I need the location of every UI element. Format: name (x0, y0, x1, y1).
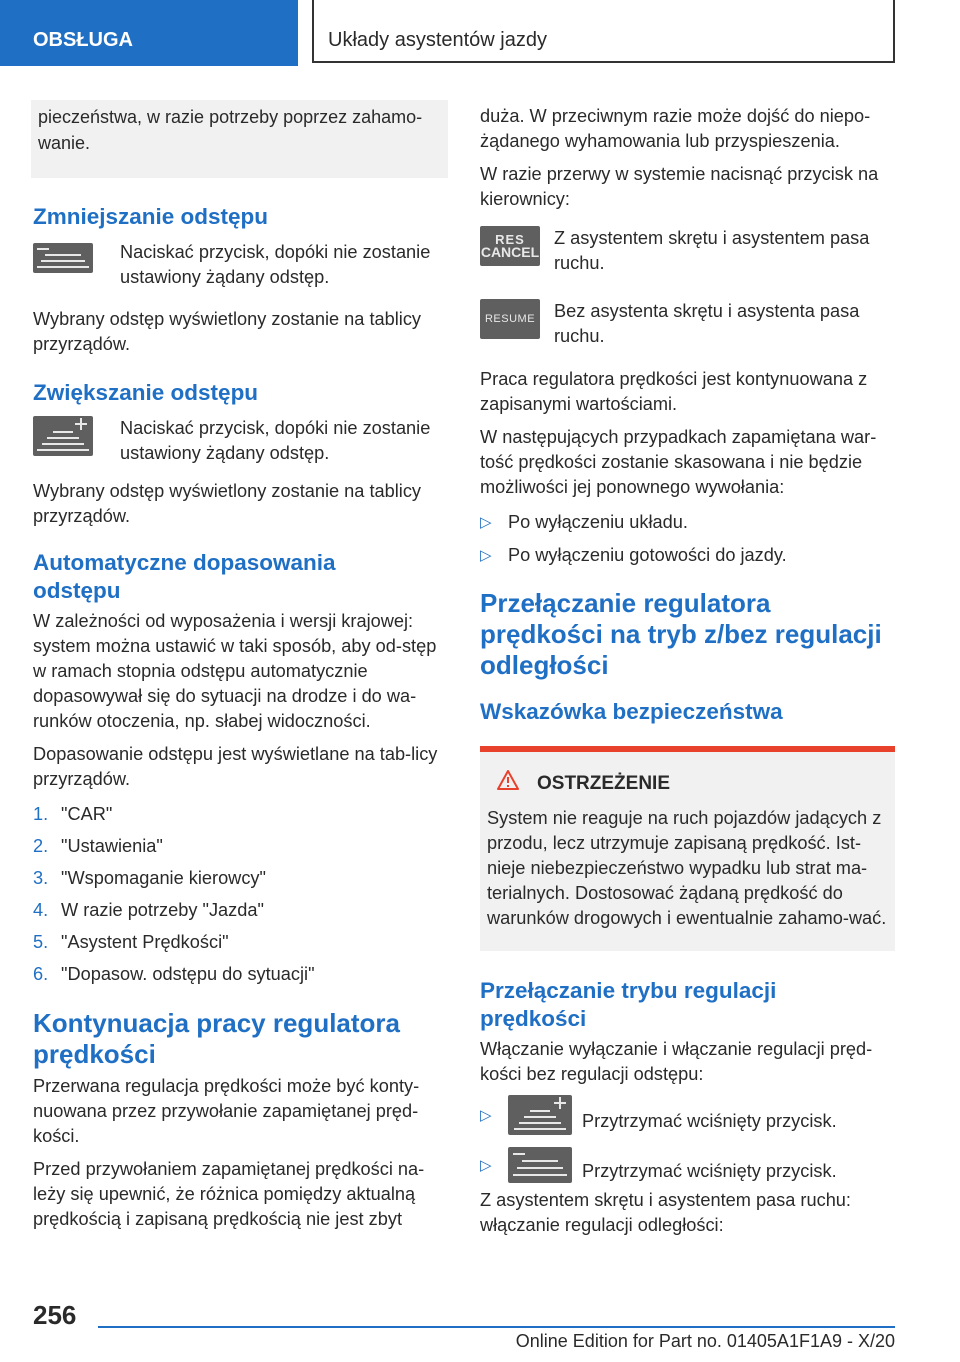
increase-instruction: Naciskać przycisk, dopóki nie zostanie ustawiony żądany odstęp. (120, 418, 431, 463)
page-header (0, 0, 960, 66)
right-column (480, 104, 895, 1238)
left-column (33, 100, 448, 1232)
decrease-instruction-row (33, 240, 448, 290)
right-p3: Praca regulatora prędkości jest kontynuowana z zapisanymi wartościami. (480, 369, 868, 414)
warning-header (497, 770, 887, 797)
list-item: 5. "Asystent Prędkości" (33, 932, 229, 952)
distance-decrease-icon (33, 243, 93, 273)
decrease-distance-heading: Zmniejszanie odstępu (33, 204, 269, 229)
intro-box (31, 100, 448, 178)
continue-cruise-heading: Kontynuacja pracy regulatora prędkości (33, 1008, 400, 1069)
mode-switch-heading: Przełączanie trybu regulacji prędkości (480, 978, 777, 1031)
list-item: ▷ Po wyłączeniu układu. (480, 510, 895, 535)
res-cancel-row (480, 226, 895, 276)
increase-note: Wybrany odstęp wyświetlony zostanie na tablicy przyrządów. (33, 481, 422, 526)
bullet-triangle-icon: ▷ (480, 1107, 492, 1124)
res-cancel-icon: RES CANCEL (480, 226, 540, 266)
increase-distance-heading: Zwiększanie odstępu (33, 380, 259, 405)
list-item: 1. "CAR" (33, 804, 113, 824)
warning-label: OSTRZEŻENIE (537, 772, 671, 794)
list-item: 2. "Ustawienia" (33, 836, 163, 856)
warning-text: System nie reaguje na ruch pojazdów jadących z przodu, lecz utrzymuje zapisaną prędkość. Ist-nieje niebezpieczeństwo wypadku lub strat ma-terialnych. Dostosować żądaną prędkość do warunków drogowych i ewentualnie zahamo-wać. (487, 808, 887, 928)
list-item: 3. "Wspomaganie kierowcy" (33, 868, 266, 888)
res-cancel-text: Z asystentem skrętu i asystentem pasa ruchu. (554, 228, 870, 273)
bullet-triangle-icon: ▷ (480, 1156, 492, 1174)
reset-conditions-list (480, 510, 895, 568)
edition-text: Online Edition for Part no. 01405A1F1A9 - X/20 (515, 1331, 895, 1351)
list-item: 4. W razie potrzeby "Jazda" (33, 900, 264, 920)
warning-triangle-icon (497, 770, 523, 797)
auto-distance-body: W zależności od wyposażenia i wersji krajowej: system można ustawić w taki sposób, aby od-stęp w ramach stopnia odstępu automatycznie dopasowywał się do sytuacji na drodze i do wa-runków otoczenia, np. słabej widoczności. (33, 611, 437, 731)
intro-text: pieczeństwa, w razie potrzeby poprzez zahamo-wanie. (38, 107, 423, 153)
right-p2: W razie przerwy w systemie nacisnąć przycisk na kierownicy: (480, 164, 879, 209)
safety-note-heading: Wskazówka bezpieczeństwa (480, 699, 783, 724)
hold-increase-row (480, 1095, 895, 1135)
chapter-title: Układy asystentów jazdy (312, 0, 895, 63)
increase-instruction-row (33, 416, 448, 466)
decrease-note: Wybrany odstęp wyświetlony zostanie na tablicy przyrządów. (33, 309, 422, 354)
final-note: Z asystentem skrętu i asystentem pasa ruchu: włączanie regulacji odległości: (480, 1190, 851, 1235)
decrease-instruction: Naciskać przycisk, dopóki nie zostanie ustawiony żądany odstęp. (120, 242, 431, 287)
mode-switch-body: Włączanie wyłączanie i włączanie regulacji pręd-kości bez regulacji odstępu: (480, 1039, 873, 1084)
list-item: 6. "Dopasow. odstępu do sytuacji" (33, 964, 315, 984)
bullet-triangle-icon: ▷ (480, 547, 492, 564)
switch-mode-heading: Przełączanie regulatora prędkości na tryb z/bez regulacji odległości (480, 588, 882, 680)
resume-row (480, 299, 895, 349)
distance-increase-icon (508, 1095, 572, 1135)
auto-distance-note: Dopasowanie odstępu jest wyświetlane na tab-licy przyrządów. (33, 744, 438, 789)
hold-decrease-row (480, 1145, 895, 1184)
right-p4: W następujących przypadkach zapamiętana war-tość prędkości zostanie skasowana i nie będzie możliwości jej ponownego wywołania: (480, 427, 877, 497)
hold-button-text: Przytrzymać wciśnięty przycisk. (582, 1161, 837, 1181)
auto-distance-heading: Automatyczne dopasowania odstępu (33, 550, 336, 603)
right-p1: duża. W przeciwnym razie może dojść do niepo-żądanego wyhamowania lub przyspieszenia. (480, 106, 871, 151)
settings-steps-list (33, 802, 448, 987)
list-item: ▷ Po wyłączeniu gotowości do jazdy. (480, 543, 895, 568)
distance-decrease-icon (508, 1147, 572, 1183)
continue-cruise-p2: Przed przywołaniem zapamiętanej prędkości na-leży się upewnić, że różnica pomiędzy aktualną prędkością i zapisaną prędkością nie jest zbyt (33, 1159, 425, 1229)
warning-box (480, 746, 895, 951)
bullet-triangle-icon: ▷ (480, 514, 492, 531)
distance-increase-icon (33, 416, 93, 456)
resume-icon: RESUME (480, 299, 540, 339)
page-number: 256 (33, 1300, 77, 1330)
section-title: OBSŁUGA (0, 0, 298, 66)
hold-button-text: Przytrzymać wciśnięty przycisk. (582, 1110, 837, 1131)
continue-cruise-p1: Przerwana regulacja prędkości może być konty-nuowana przez przywołanie zapamiętanej pręd-kości. (33, 1076, 420, 1146)
resume-text: Bez asystenta skrętu i asystenta pasa ruchu. (554, 301, 860, 346)
